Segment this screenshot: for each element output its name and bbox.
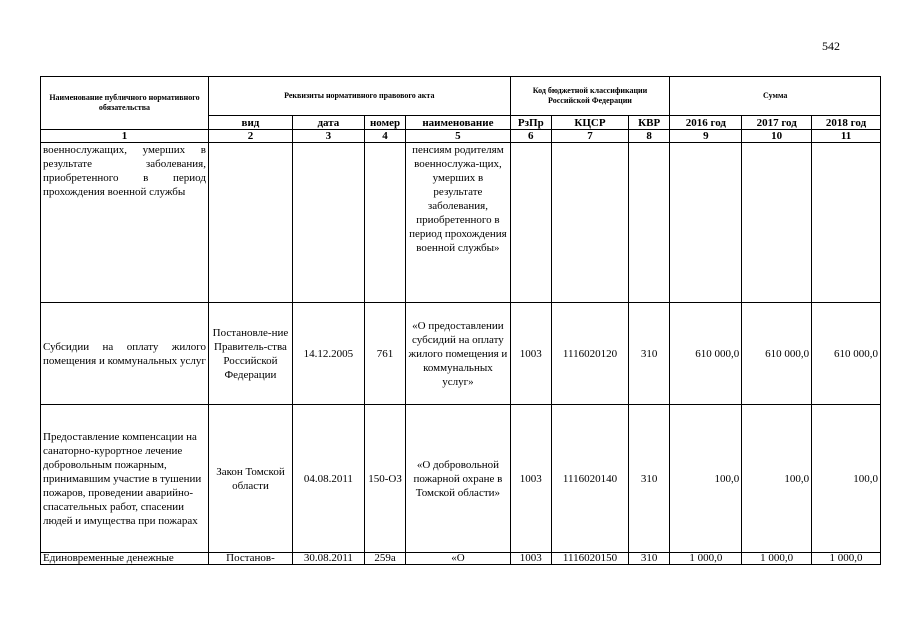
header-2016: 2016 год: [670, 116, 742, 130]
header-2017: 2017 год: [742, 116, 812, 130]
cell-kvr: 310: [628, 553, 669, 565]
column-number: 8: [628, 130, 669, 143]
cell-kvr: 310: [628, 405, 669, 553]
cell-kcsr: 1116020150: [552, 553, 629, 565]
cell-kcsr: 1116020140: [552, 405, 629, 553]
header-2018: 2018 год: [812, 116, 881, 130]
header-date: дата: [292, 116, 364, 130]
cell-rzpr: 1003: [510, 553, 551, 565]
cell-2017: 610 000,0: [742, 303, 812, 405]
cell-2018: 1 000,0: [812, 553, 881, 565]
cell-2017: 100,0: [742, 405, 812, 553]
cell-2018: [812, 143, 881, 303]
table-row: [41, 405, 881, 553]
page-number: 542: [822, 39, 840, 53]
table-row: [41, 553, 881, 565]
cell-name: «О добровольной пожарной охране в Томской области»: [406, 405, 510, 553]
cell-2016: 100,0: [670, 405, 742, 553]
column-number: 11: [812, 130, 881, 143]
column-number: 3: [292, 130, 364, 143]
cell-rzpr: 1003: [510, 303, 551, 405]
cell-type: Закон Томской области: [208, 405, 292, 553]
cell-2016: [670, 143, 742, 303]
cell-2018: 610 000,0: [812, 303, 881, 405]
table-row: [41, 303, 881, 405]
cell-2016: 1 000,0: [670, 553, 742, 565]
column-number: 9: [670, 130, 742, 143]
cell-name: пенсиям родителям военнослужа-щих, умерших в результате заболевания, приобретенного в период прохождения военной службы»: [406, 143, 510, 303]
header-numbers-row: [41, 130, 881, 143]
column-number: 7: [552, 130, 629, 143]
header-requisites: Реквизиты нормативного правового акта: [208, 77, 510, 116]
header-name: наименование: [406, 116, 510, 130]
header-number: номер: [364, 116, 405, 130]
column-number: 10: [742, 130, 812, 143]
cell-obligation: Предоставление компенсации на санаторно-курортное лечение добровольным пожарным, принимавшим участие в тушении пожаров, проведении аварийно-спасательных работ, спасении людей и имущества при пожарах: [41, 405, 209, 553]
header-type: вид: [208, 116, 292, 130]
cell-kvr: [628, 143, 669, 303]
header-kcsr: КЦСР: [552, 116, 629, 130]
cell-2017: [742, 143, 812, 303]
cell-number: [364, 143, 405, 303]
cell-2018: 100,0: [812, 405, 881, 553]
header-obligation: Наименование публичного нормативного обязательства: [41, 77, 209, 130]
cell-type: Постановле-ние Правитель-ства Российской Федерации: [208, 303, 292, 405]
cell-obligation: Единовременные денежные: [41, 553, 209, 565]
cell-type: [208, 143, 292, 303]
cell-kcsr: 1116020120: [552, 303, 629, 405]
cell-date: 04.08.2011: [292, 405, 364, 553]
table-row: [41, 143, 881, 303]
header-sum: Сумма: [670, 77, 881, 116]
cell-kcsr: [552, 143, 629, 303]
cell-date: [292, 143, 364, 303]
cell-obligation: Субсидии на оплату жилого помещения и коммунальных услуг: [41, 303, 209, 405]
cell-date: 14.12.2005: [292, 303, 364, 405]
cell-number: 150-ОЗ: [364, 405, 405, 553]
cell-date: 30.08.2011: [292, 553, 364, 565]
cell-number: 761: [364, 303, 405, 405]
budget-obligations-table: [40, 76, 881, 565]
cell-2017: 1 000,0: [742, 553, 812, 565]
header-budget-code: Код бюджетной классификации Российской Федерации: [510, 77, 670, 116]
cell-rzpr: 1003: [510, 405, 551, 553]
header-row-1: [41, 77, 881, 116]
column-number: 4: [364, 130, 405, 143]
column-number: 1: [41, 130, 209, 143]
cell-number: 259а: [364, 553, 405, 565]
cell-2016: 610 000,0: [670, 303, 742, 405]
cell-name: «О: [406, 553, 510, 565]
column-number: 5: [406, 130, 510, 143]
cell-type: Постанов-: [208, 553, 292, 565]
cell-name: «О предоставлении субсидий на оплату жилого помещения и коммунальных услуг»: [406, 303, 510, 405]
header-kvr: КВР: [628, 116, 669, 130]
cell-rzpr: [510, 143, 551, 303]
cell-kvr: 310: [628, 303, 669, 405]
column-number: 6: [510, 130, 551, 143]
cell-obligation: военнослужащих, умерших в результате заболевания, приобретенного в период прохождения военной службы: [41, 143, 209, 303]
column-number: 2: [208, 130, 292, 143]
header-rzpr: РзПр: [510, 116, 551, 130]
